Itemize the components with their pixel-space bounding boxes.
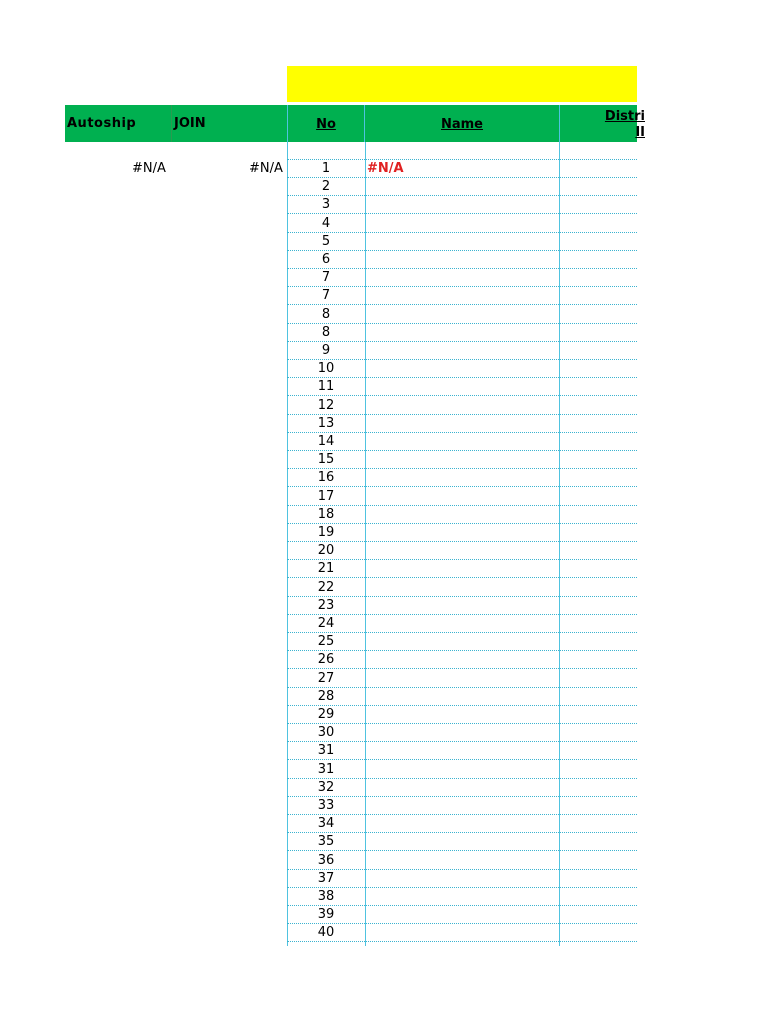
row-number-cell[interactable]: 8: [321, 324, 331, 340]
row-number-cell[interactable]: 3: [321, 197, 331, 213]
table-row: [287, 651, 637, 669]
table-row: [287, 797, 637, 815]
title-bar: [287, 66, 637, 102]
table-row: [287, 251, 637, 269]
header-name: Name: [365, 105, 560, 142]
header-distributor-line2: II: [635, 125, 645, 140]
table-row: [287, 670, 637, 688]
row-name-cell[interactable]: #N/A: [367, 161, 404, 176]
table-row: [287, 524, 637, 542]
row-number-cell[interactable]: 25: [317, 634, 335, 650]
row-number-cell[interactable]: 14: [317, 434, 335, 449]
table-row: [287, 761, 637, 779]
header-join: JOIN: [171, 105, 287, 142]
row-number-cell[interactable]: 12: [317, 397, 335, 413]
row-number-cell[interactable]: 19: [317, 525, 335, 540]
table-row: [287, 633, 637, 651]
row-number-cell[interactable]: 31: [317, 743, 335, 759]
row-number-cell[interactable]: 21: [317, 561, 335, 577]
row-number-cell[interactable]: 7: [321, 270, 331, 286]
row-number-cell[interactable]: 10: [317, 361, 335, 377]
row-number-cell[interactable]: 24: [317, 616, 335, 631]
autoship-value: #N/A: [132, 161, 166, 176]
table-row: [287, 488, 637, 506]
header-distributor: [560, 105, 645, 142]
table-row: [287, 415, 637, 433]
table-row: [287, 706, 637, 724]
table-row: [287, 397, 637, 415]
table-row: [287, 215, 637, 233]
table-row: [287, 688, 637, 706]
row-number-cell[interactable]: 8: [321, 306, 331, 322]
row-number-cell[interactable]: 7: [321, 288, 331, 304]
row-number-cell[interactable]: 20: [317, 543, 335, 559]
table-row: [287, 906, 637, 924]
row-number-cell[interactable]: 30: [317, 725, 335, 741]
table-row: [287, 451, 637, 469]
row-number-cell[interactable]: 28: [317, 688, 335, 704]
row-number-cell[interactable]: 5: [321, 233, 331, 249]
table-row: [287, 433, 637, 451]
row-number-cell[interactable]: 23: [317, 597, 335, 613]
table-row: [287, 178, 637, 196]
row-number-cell[interactable]: 16: [317, 470, 335, 486]
header-no: No: [287, 105, 365, 142]
table-row: [287, 815, 637, 833]
row-number-cell[interactable]: 33: [317, 798, 335, 813]
table-row: [287, 724, 637, 742]
table-row: [287, 852, 637, 870]
row-number-cell[interactable]: 27: [317, 670, 335, 686]
row-number-cell[interactable]: 40: [317, 925, 335, 941]
header-autoship: Autoship: [65, 105, 171, 142]
table-row: [287, 579, 637, 597]
row-number-cell[interactable]: 4: [321, 215, 331, 231]
row-number-cell[interactable]: 15: [317, 452, 335, 468]
row-number-cell[interactable]: 2: [321, 179, 331, 195]
row-number-cell[interactable]: 11: [317, 379, 335, 395]
table-row: [287, 269, 637, 287]
header-distributor-line1: Distri: [604, 109, 645, 124]
table-row: [287, 360, 637, 378]
row-number-cell[interactable]: 22: [317, 579, 335, 595]
table-row: [287, 506, 637, 524]
table-row: [287, 560, 637, 578]
row-number-cell[interactable]: 17: [317, 488, 335, 504]
row-number-cell[interactable]: 26: [317, 652, 335, 668]
row-number-cell[interactable]: 1: [321, 161, 331, 176]
table-row: [287, 378, 637, 396]
row-number-cell[interactable]: 38: [317, 889, 335, 904]
row-number-cell[interactable]: 9: [321, 343, 331, 358]
table-row: [287, 342, 637, 360]
row-number-cell[interactable]: 6: [321, 252, 331, 267]
row-number-cell[interactable]: 13: [317, 415, 335, 431]
table-row: [287, 469, 637, 487]
row-number-cell[interactable]: 34: [317, 816, 335, 832]
spacer-row: [287, 142, 637, 160]
table-row: [287, 924, 637, 942]
table-row: [287, 306, 637, 324]
table-row: [287, 542, 637, 560]
table-row: [287, 196, 637, 214]
row-number-cell[interactable]: 35: [317, 834, 335, 850]
row-number-cell[interactable]: 31: [317, 761, 335, 777]
row-number-cell[interactable]: 39: [317, 907, 335, 923]
table-row: [287, 742, 637, 760]
row-number-cell[interactable]: 29: [317, 707, 335, 722]
table-row: [287, 233, 637, 251]
table-row: [287, 870, 637, 888]
row-number-cell[interactable]: 32: [317, 779, 335, 795]
table-row: [287, 324, 637, 342]
table-row: [287, 597, 637, 615]
table-row: [287, 779, 637, 797]
table-row: [287, 287, 637, 305]
table-row: [287, 888, 637, 906]
row-number-cell[interactable]: 18: [317, 506, 335, 522]
table-row: [287, 833, 637, 851]
row-number-cell[interactable]: 36: [317, 852, 335, 868]
table-row: [287, 160, 637, 178]
row-number-cell[interactable]: 37: [317, 870, 335, 886]
table-row: [287, 615, 637, 633]
join-value: #N/A: [249, 161, 283, 176]
